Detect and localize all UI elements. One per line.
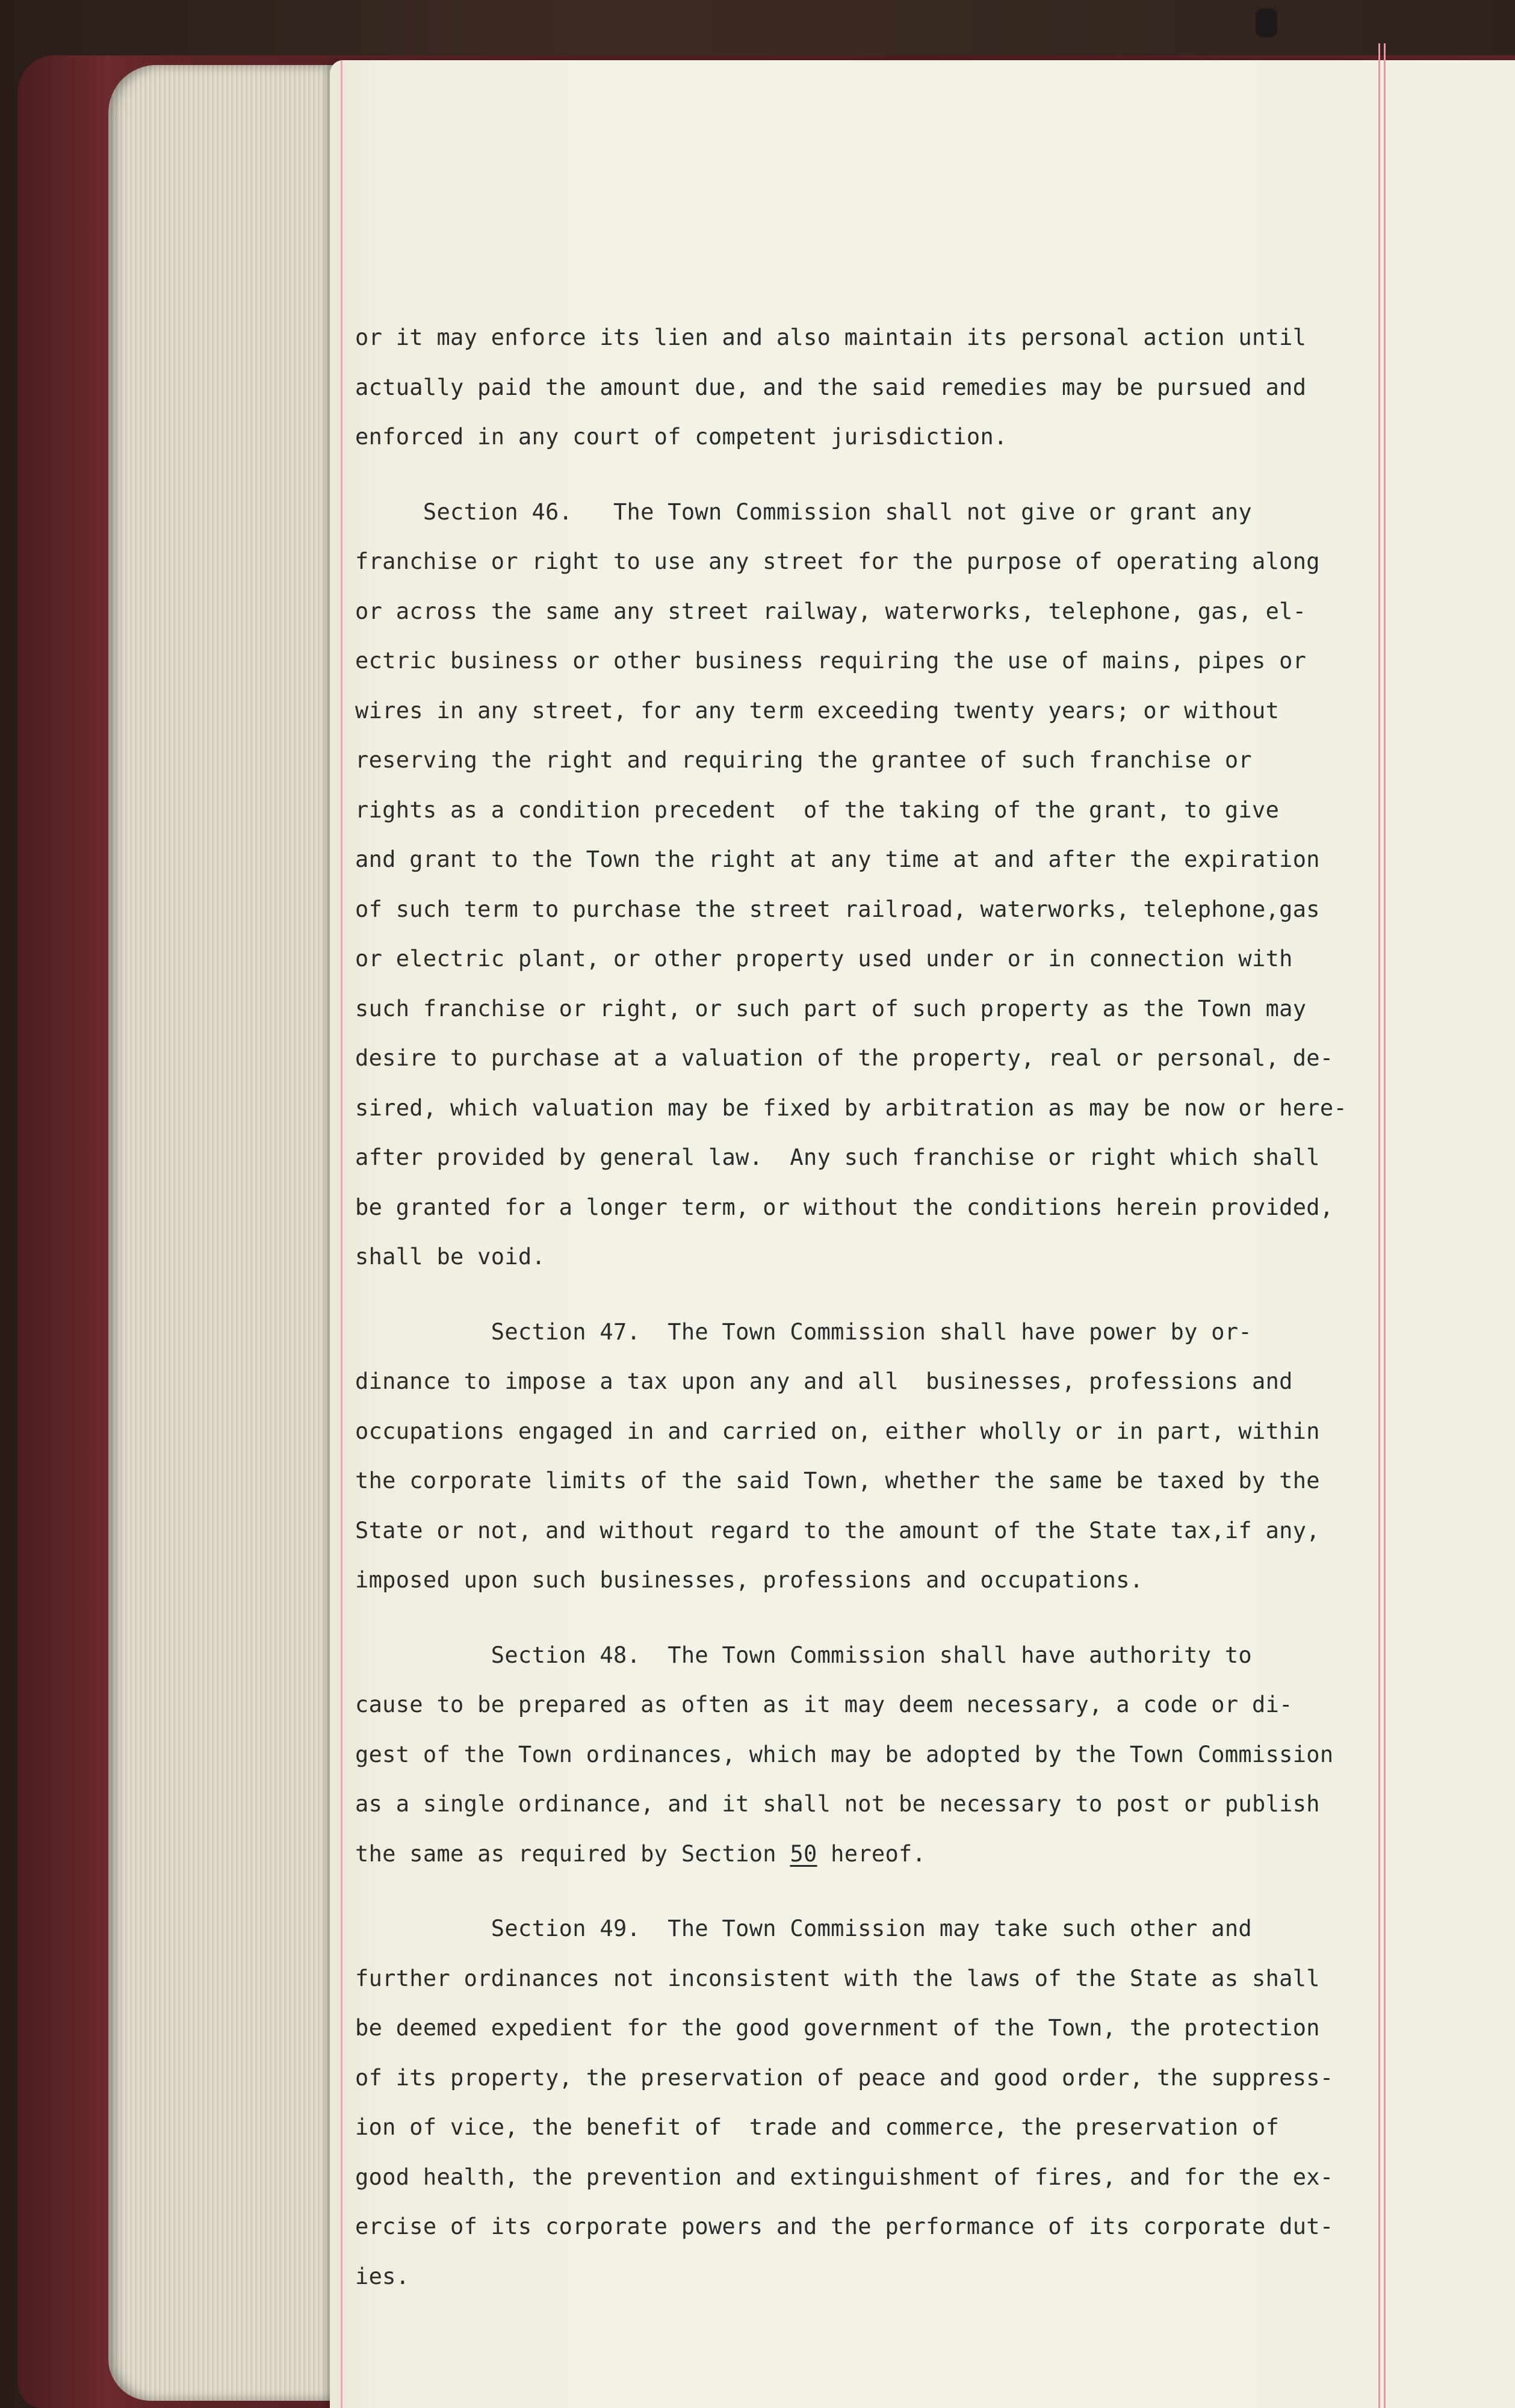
text-line: or electric plant, or other property used under or in connection with <box>355 946 1293 972</box>
book-clasp <box>1256 8 1277 37</box>
text-line: of its property, the preservation of peace and good order, the suppress- <box>355 2064 1334 2091</box>
text-line: Section 48. The Town Commission shall have authority to <box>355 1642 1253 1668</box>
text-line: be deemed expedient for the good government of the Town, the protection <box>355 2015 1320 2041</box>
text-line: gest of the Town ordinances, which may be adopted by the Town Commission <box>355 1741 1334 1767</box>
section-46-paragraph <box>355 488 1390 1282</box>
text-line: shall be void. <box>355 1244 546 1270</box>
text-line: sired, which valuation may be fixed by arbitration as may be now or here- <box>355 1094 1348 1121</box>
text-line <box>355 1829 1390 1879</box>
text-line: Section 47. The Town Commission shall have power by or- <box>355 1318 1253 1345</box>
text-line: be granted for a longer term, or without the conditions herein provided, <box>355 1194 1334 1220</box>
section-47-paragraph <box>355 1308 1390 1606</box>
text-line: ion of vice, the benefit of trade and commerce, the preservation of <box>355 2114 1280 2140</box>
text-line: actually paid the amount due, and the said remedies may be pursued and <box>355 374 1307 400</box>
text-line: such franchise or right, or such part of such property as the Town may <box>355 995 1307 1022</box>
text-line: Section 46. The Town Commission shall not give or grant any <box>355 498 1253 525</box>
text-line: the corporate limits of the said Town, whether the same be taxed by the <box>355 1468 1320 1494</box>
text-line: dinance to impose a tax upon any and all businesses, professions and <box>355 1368 1293 1394</box>
text-line: good health, the prevention and extinguishment of fires, and for the ex- <box>355 2164 1334 2190</box>
section-49-paragraph <box>355 1904 1390 2301</box>
left-margin-rule <box>341 60 342 2408</box>
text-line: or it may enforce its lien and also maintain its personal action until <box>355 324 1307 350</box>
text-line: cause to be prepared as often as it may deem necessary, a code or di- <box>355 1692 1293 1718</box>
line-suffix: hereof. <box>817 1840 926 1867</box>
text-line: ies. <box>355 2263 410 2289</box>
text-line: and grant to the Town the right at any time at and after the expiration <box>355 846 1320 872</box>
text-line: as a single ordinance, and it shall not be necessary to post or publish <box>355 1791 1320 1817</box>
paragraph-continuation <box>355 313 1390 462</box>
page-edges <box>108 65 343 2401</box>
text-line: franchise or right to use any street for the purpose of operating along <box>355 548 1320 574</box>
text-line: imposed upon such businesses, professions and occupations. <box>355 1567 1144 1593</box>
text-line: ectric business or other business requiring the use of mains, pipes or <box>355 648 1307 674</box>
text-line: wires in any street, for any term exceeding twenty years; or without <box>355 697 1280 724</box>
text-line: occupations engaged in and carried on, either wholly or in part, within <box>355 1418 1320 1444</box>
text-line: further ordinances not inconsistent with the laws of the State as shall <box>355 1965 1320 1991</box>
text-line: or across the same any street railway, waterworks, telephone, gas, el- <box>355 598 1307 624</box>
text-line: desire to purchase at a valuation of the property, real or personal, de- <box>355 1045 1334 1071</box>
section-reference-number: 50 <box>790 1840 817 1867</box>
text-line: reserving the right and requiring the grantee of such franchise or <box>355 747 1253 773</box>
typed-text-body <box>355 313 1390 2301</box>
section-48-paragraph <box>355 1631 1390 1879</box>
text-line: rights as a condition precedent of the taking of the grant, to give <box>355 796 1280 823</box>
text-line: after provided by general law. Any such franchise or right which shall <box>355 1144 1320 1170</box>
text-line: ercise of its corporate powers and the performance of its corporate dut- <box>355 2214 1334 2239</box>
line-prefix: the same as required by Section <box>355 1840 790 1867</box>
text-line: Section 49. The Town Commission may take such other and <box>355 1916 1253 1941</box>
text-line: of such term to purchase the street railroad, waterworks, telephone,gas <box>355 896 1320 922</box>
text-line: enforced in any court of competent jurisdiction. <box>355 424 1008 450</box>
text-line: State or not, and without regard to the amount of the State tax,if any, <box>355 1517 1320 1544</box>
